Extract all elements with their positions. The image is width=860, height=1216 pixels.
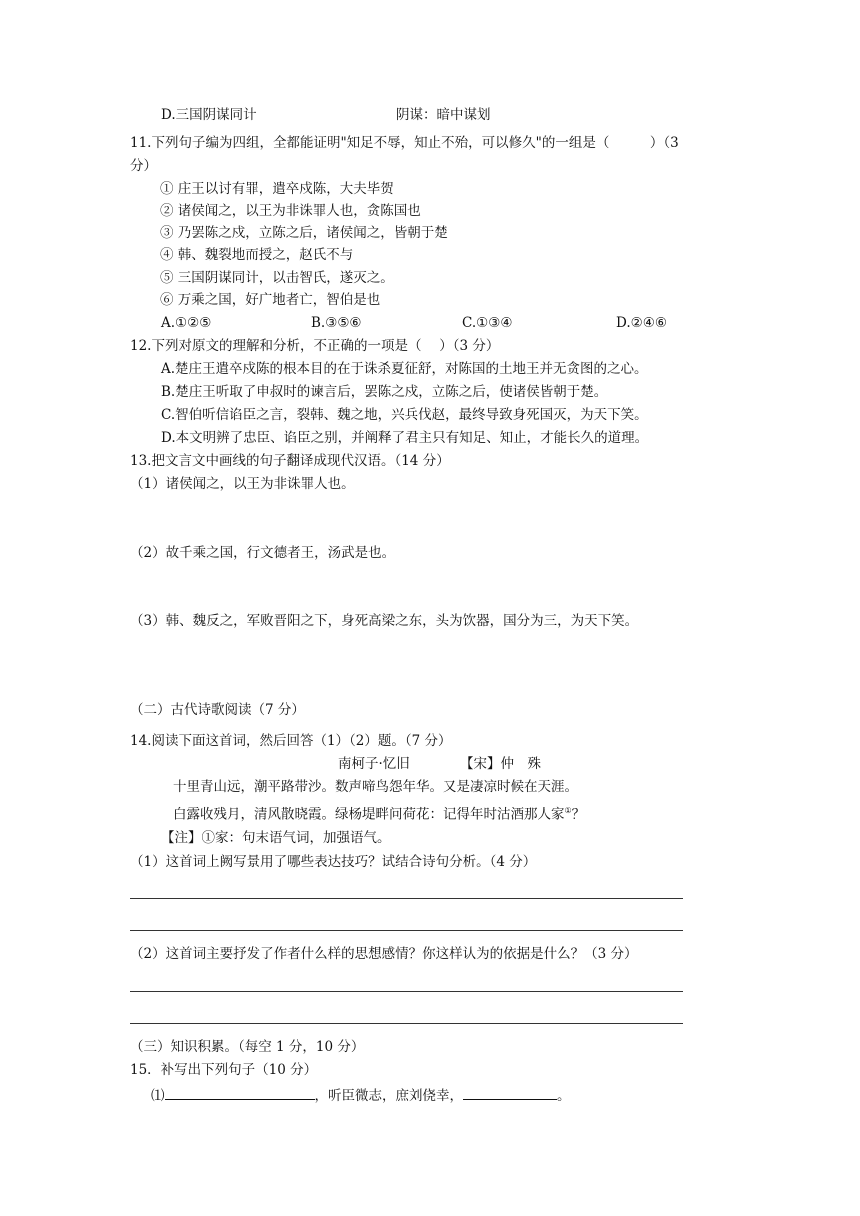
poem-author: 【宋】仲 殊 — [460, 756, 541, 772]
q14-sub-question-1: （1）这首词上阙写景用了哪些表达技巧？试结合诗句分析。（4 分） — [130, 854, 537, 870]
q15-stem: 15．补写出下列句子（10 分） — [130, 1062, 318, 1078]
poem-note: 【注】①家：句末语气词，加强语气。 — [161, 830, 391, 846]
q11-item: ⑥ 万乘之国，好广地者亡，智伯是也 — [160, 292, 381, 308]
q12-option-d[interactable]: D.本文明辨了忠臣、谄臣之别，并阐释了君主只有知足、知止，才能长久的道理。 — [161, 430, 649, 446]
q11-item: ② 诸侯闻之，以王为非诛罪人也，贪陈国也 — [160, 203, 421, 219]
q13-stem: 13.把文言文中画线的句子翻译成现代汉语。（14 分） — [130, 453, 450, 469]
answer-line[interactable] — [130, 991, 683, 992]
answer-line[interactable] — [130, 1023, 683, 1024]
q11-item: ③ 乃罢陈之戍，立陈之后，诸侯闻之，皆朝于楚 — [160, 225, 448, 241]
fill-blank[interactable] — [463, 1085, 557, 1100]
fill-blank[interactable] — [165, 1085, 315, 1100]
q10-option-d: D.三国阴谋同计 — [161, 107, 257, 123]
q11-item: ⑤ 三国阴谋同计，以击智氏，遂灭之。 — [160, 270, 394, 286]
section-heading-knowledge: （三）知识积累。（每空 1 分，10 分） — [130, 1039, 365, 1055]
poem-title: 南柯子·忆旧 — [338, 756, 410, 772]
q13-sentence-2: （2）故千乘之国，行文德者王，汤武是也。 — [130, 545, 396, 561]
footnote-marker: ① — [564, 806, 572, 815]
q11-stem: 11.下列句子编为四组，全都能证明"知足不辱，知止不殆，可以修久"的一组是（ ）（3 — [130, 135, 679, 151]
q12-option-a[interactable]: A.楚庄王遣卒戍陈的根本目的在于诛杀夏征舒，对陈国的土地王并无贪图的之心。 — [161, 361, 648, 377]
answer-line[interactable] — [130, 930, 683, 931]
q11-item: ① 庄王以讨有罪，遣卒戍陈，大夫毕贺 — [160, 181, 394, 197]
q11-option-a[interactable]: A.①②⑤ — [161, 315, 212, 331]
q11-stem-cont: 分） — [130, 158, 157, 174]
q11-item: ④ 韩、魏裂地而授之，赵氏不与 — [160, 247, 354, 263]
q14-sub-question-2: （2）这首词主要抒发了作者什么样的思想感情？你这样认为的依据是什么？（3 分） — [130, 946, 638, 962]
q11-option-c[interactable]: C.①③④ — [462, 315, 513, 331]
poem-line-1: 十里青山远，潮平路带沙。数声啼鸟怨年华。又是凄凉时候在天涯。 — [173, 779, 578, 795]
q13-sentence-3: （3）韩、魏反之，军败晋阳之下，身死高梁之东，头为饮器，国分为三，为天下笑。 — [130, 613, 639, 629]
poem-line-2-text: 白露收残月，清风散晓霞。绿杨堤畔问荷花：记得年时沽酒那人家 — [173, 806, 565, 823]
answer-line[interactable] — [130, 898, 683, 899]
q15-item-1-text: ，听臣微志，庶刘侥幸， — [314, 1088, 463, 1104]
q15-item-1 — [151, 1085, 571, 1105]
q12-option-b[interactable]: B.楚庄王听取了申叔时的谏言后，罢陈之戍，立陈之后，使诸侯皆朝于楚。 — [161, 384, 608, 400]
q13-sentence-1: （1）诸侯闻之，以王为非诛罪人也。 — [130, 476, 355, 492]
q15-item-1-number: ⑴ — [151, 1088, 165, 1104]
poem-line-2 — [173, 802, 585, 824]
q15-item-1-end: 。 — [557, 1088, 571, 1104]
q11-option-d[interactable]: D.②④⑥ — [616, 315, 667, 331]
poem-line-2-end: ？ — [571, 806, 586, 823]
q11-option-b[interactable]: B.③⑤⑥ — [311, 315, 362, 331]
q10-option-d-gloss: 阴谋：暗中谋划 — [396, 107, 491, 123]
q14-stem: 14.阅读下面这首词，然后回答（1）（2）题。（7 分） — [130, 733, 452, 749]
q12-option-c[interactable]: C.智伯听信谄臣之言，裂韩、魏之地，兴兵伐赵，最终导致身死国灭，为天下笑。 — [161, 407, 648, 423]
q12-stem: 12.下列对原文的理解和分析，不正确的一项是（ ）（3 分） — [130, 338, 500, 354]
section-heading-poetry: （二）古代诗歌阅读（7 分） — [130, 702, 305, 718]
